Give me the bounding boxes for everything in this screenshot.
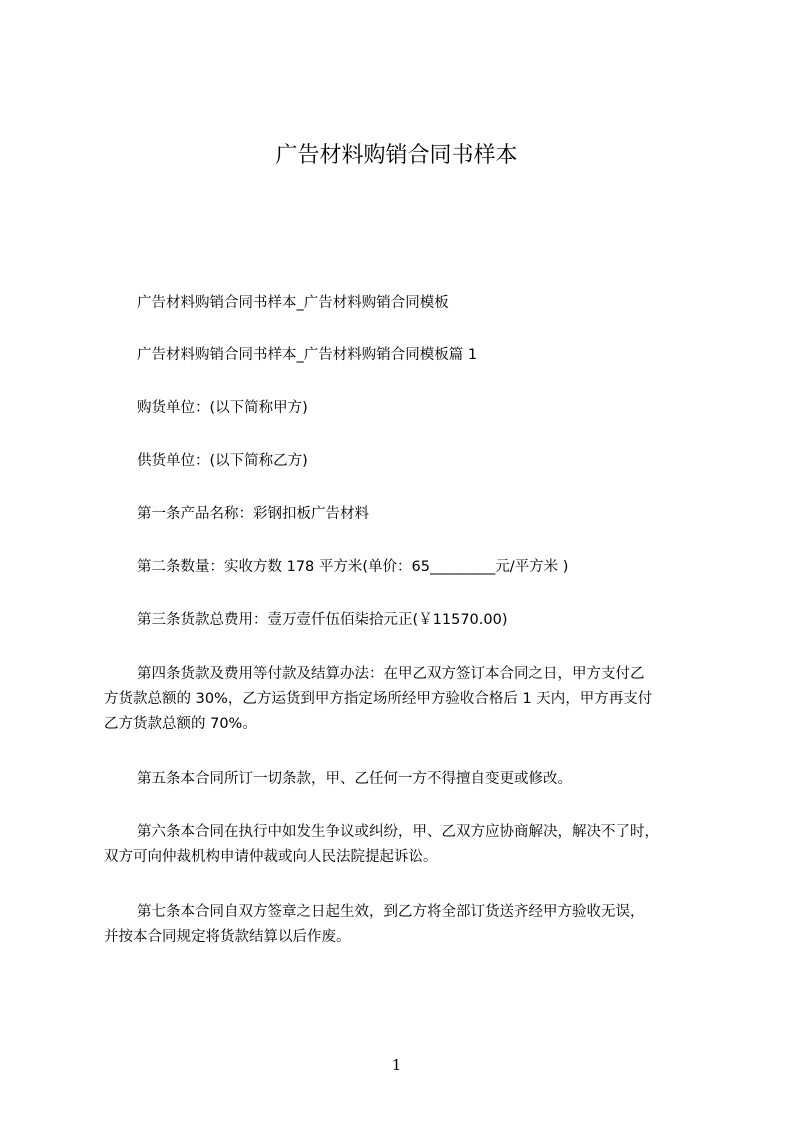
paragraph-article-6: [104, 820, 704, 870]
paragraph-line: 双方可向仲裁机构申请仲裁或向人民法院提起诉讼。: [104, 849, 438, 865]
paragraph-line: 第六条本合同在执行中如发生争议或纠纷，甲、乙双方应协商解决，解决不了时，: [137, 824, 659, 840]
paragraph-line: 第五条本合同所订一切条款，甲、乙任何一方不得擅自变更或修改。: [137, 771, 572, 787]
paragraph-subtitle: [104, 291, 704, 316]
paragraph-article-4: [104, 662, 704, 737]
paragraph-line: 购货单位：(以下简称甲方): [137, 400, 308, 416]
page-number: 1: [391, 1056, 402, 1074]
paragraph-line: 第二条数量：实收方数 178 平方米(单价：65_________元/平方米 ): [137, 559, 569, 575]
paragraph-line: 供货单位：(以下简称乙方): [137, 453, 308, 469]
paragraph-line: 乙方货款总额的 70%。: [104, 716, 257, 732]
paragraph-article-7: [104, 900, 704, 950]
paragraph-line: 第四条货款及费用等付款及结算办法：在甲乙双方签订本合同之日，甲方支付乙: [137, 666, 645, 682]
paragraph-line: 第七条本合同自双方签章之日起生效，到乙方将全部订货送齐经甲方验收无误，: [137, 904, 645, 920]
document-title: 广告材料购销合同书样本: [275, 143, 518, 168]
paragraph-supplier: [104, 449, 704, 474]
paragraph-buyer: [104, 396, 704, 421]
paragraph-line: 广告材料购销合同书样本_广告材料购销合同模板: [137, 295, 449, 311]
paragraph-line: 广告材料购销合同书样本_广告材料购销合同模板篇 1: [137, 347, 478, 363]
paragraph-template-heading: [104, 343, 704, 368]
paragraph-line: 第三条货款总费用：壹万壹仟伍佰柒拾元正(￥11570.00): [137, 612, 508, 628]
paragraph-article-3: [104, 608, 704, 633]
paragraph-article-2: [104, 555, 704, 580]
paragraph-article-1: [104, 502, 704, 527]
paragraph-line: 第一条产品名称：彩钢扣板广告材料: [137, 506, 369, 522]
paragraph-line: 并按本合同规定将货款结算以后作废。: [104, 929, 351, 945]
paragraph-line: 方货款总额的 30%，乙方运货到甲方指定场所经甲方验收合格后 1 天内，甲方再支付: [104, 691, 653, 707]
paragraph-article-5: [104, 767, 704, 792]
